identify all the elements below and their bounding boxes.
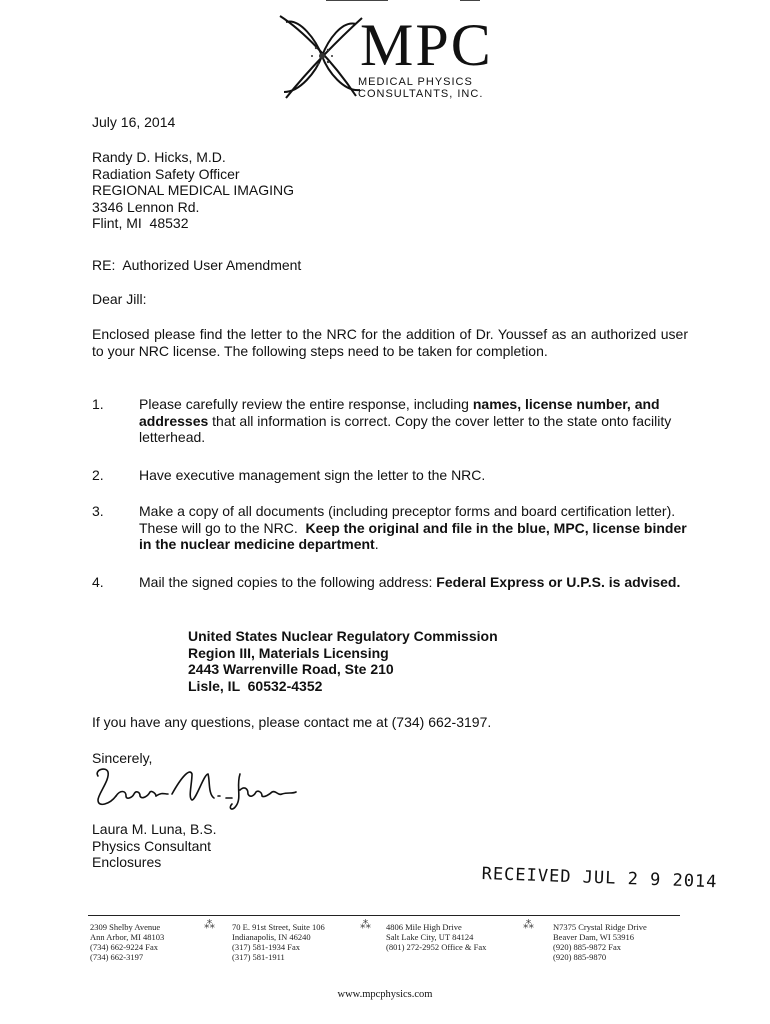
website-link[interactable]: www.mpcphysics.com	[337, 989, 433, 1000]
salutation: Dear Jill:	[92, 291, 147, 307]
step-number: 2.	[92, 467, 104, 483]
step-text-part: Please carefully review the entire response, including	[139, 396, 473, 412]
step-text-part: that all information is correct. Copy the cover letter to the state onto facility letterhead.	[139, 412, 672, 445]
step-text-emphasis: names, license number, and addresses	[139, 396, 660, 429]
step-text: Have executive management sign the letter to the NRC.	[139, 467, 486, 483]
signer-block	[92, 821, 217, 871]
step-number: 3.	[92, 503, 104, 519]
recipient-block	[92, 149, 294, 232]
letter-date: July 16, 2014	[92, 114, 176, 130]
step-number: 1.	[92, 396, 104, 412]
intro-paragraph: Enclosed please find the letter to the NRC for the addition of Dr. Youssef as an authorized user to your NRC license. The following steps need to be taken for completion.	[92, 326, 688, 359]
step-text	[139, 574, 687, 591]
top-scan-mark	[326, 0, 388, 1]
office-line: (317) 581-1934 Fax	[232, 942, 300, 952]
step-text	[139, 503, 687, 553]
step-text	[139, 396, 687, 446]
footer-divider	[88, 915, 680, 916]
closing: Sincerely,	[92, 750, 153, 766]
enclosures-label: Enclosures	[92, 854, 162, 870]
step-3	[0, 503, 770, 552]
office-separator-icon: ⁂	[523, 919, 534, 931]
nrc-address-line: United States Nuclear Regulatory Commission	[188, 628, 498, 644]
recipient-name: Randy D. Hicks, M.D.	[92, 149, 226, 165]
received-stamp: RECEIVED JUL 2 9 2014	[481, 864, 718, 893]
office-line: 70 E. 91st Street, Suite 106	[232, 922, 325, 932]
re-line: RE: Authorized User Amendment	[92, 257, 302, 273]
step-text-part: Mail the signed copies to the following address:	[139, 574, 437, 590]
top-scan-mark	[460, 0, 480, 1]
office-line: (920) 885-9870	[553, 952, 607, 962]
office-line: N7375 Crystal Ridge Drive	[553, 922, 647, 932]
office-line: Beaver Dam, WI 53916	[553, 932, 635, 942]
step-number: 4.	[92, 574, 104, 590]
logo-line-2: CONSULTANTS, INC.	[358, 88, 484, 100]
office-line: (734) 662-3197	[90, 952, 144, 962]
office-salt-lake-city	[386, 922, 486, 952]
office-line: Salt Lake City, UT 84124	[386, 932, 474, 942]
atom-logo-icon	[272, 10, 372, 106]
office-line: (317) 581-1911	[232, 952, 285, 962]
recipient-city: Flint, MI 48532	[92, 215, 189, 231]
office-line: (801) 272-2952 Office & Fax	[386, 942, 487, 952]
nrc-address	[188, 628, 498, 694]
recipient-organization: REGIONAL MEDICAL IMAGING	[92, 182, 294, 198]
office-separator-icon: ⁂	[204, 919, 215, 931]
office-indianapolis	[232, 922, 325, 962]
step-text-part: .	[374, 536, 379, 552]
office-line: Indianapolis, IN 46240	[232, 932, 311, 942]
office-line: Ann Arbor, MI 48103	[90, 932, 165, 942]
step-text-emphasis: Keep the original and file in the blue, MPC, license binder in the nuclear medicine department	[139, 519, 687, 552]
office-line: (734) 662-9224 Fax	[90, 942, 158, 952]
office-beaver-dam	[553, 922, 647, 962]
step-text-part: Make a copy of all documents (including preceptor forms and board certification letter). These will go to the NRC.	[139, 503, 679, 536]
contact-line: If you have any questions, please contact me at (734) 662-3197.	[92, 714, 492, 730]
logo-line-1: MEDICAL PHYSICS	[358, 76, 473, 88]
nrc-address-line: Region III, Materials Licensing	[188, 644, 389, 661]
logo-mark: MPC	[360, 12, 493, 78]
signature-image	[92, 764, 302, 820]
step-4	[0, 574, 770, 594]
nrc-address-line: Lisle, IL 60532-4352	[188, 677, 323, 694]
signer-name: Laura M. Luna, B.S.	[92, 821, 217, 837]
company-logo	[272, 8, 512, 108]
step-1	[0, 396, 770, 445]
office-line: (920) 885-9872 Fax	[553, 942, 621, 952]
nrc-address-line: 2443 Warrenville Road, Ste 210	[188, 661, 394, 677]
step-2	[0, 467, 770, 487]
office-line: 4806 Mile High Drive	[386, 922, 462, 932]
recipient-title: Radiation Safety Officer	[92, 165, 240, 182]
office-line: 2309 Shelby Avenue	[90, 922, 161, 932]
signer-title: Physics Consultant	[92, 837, 212, 854]
step-text-emphasis: Federal Express or U.P.S. is advised.	[436, 574, 681, 590]
recipient-street: 3346 Lennon Rd.	[92, 198, 200, 215]
office-separator-icon: ⁂	[360, 919, 371, 931]
office-ann-arbor	[90, 922, 164, 962]
